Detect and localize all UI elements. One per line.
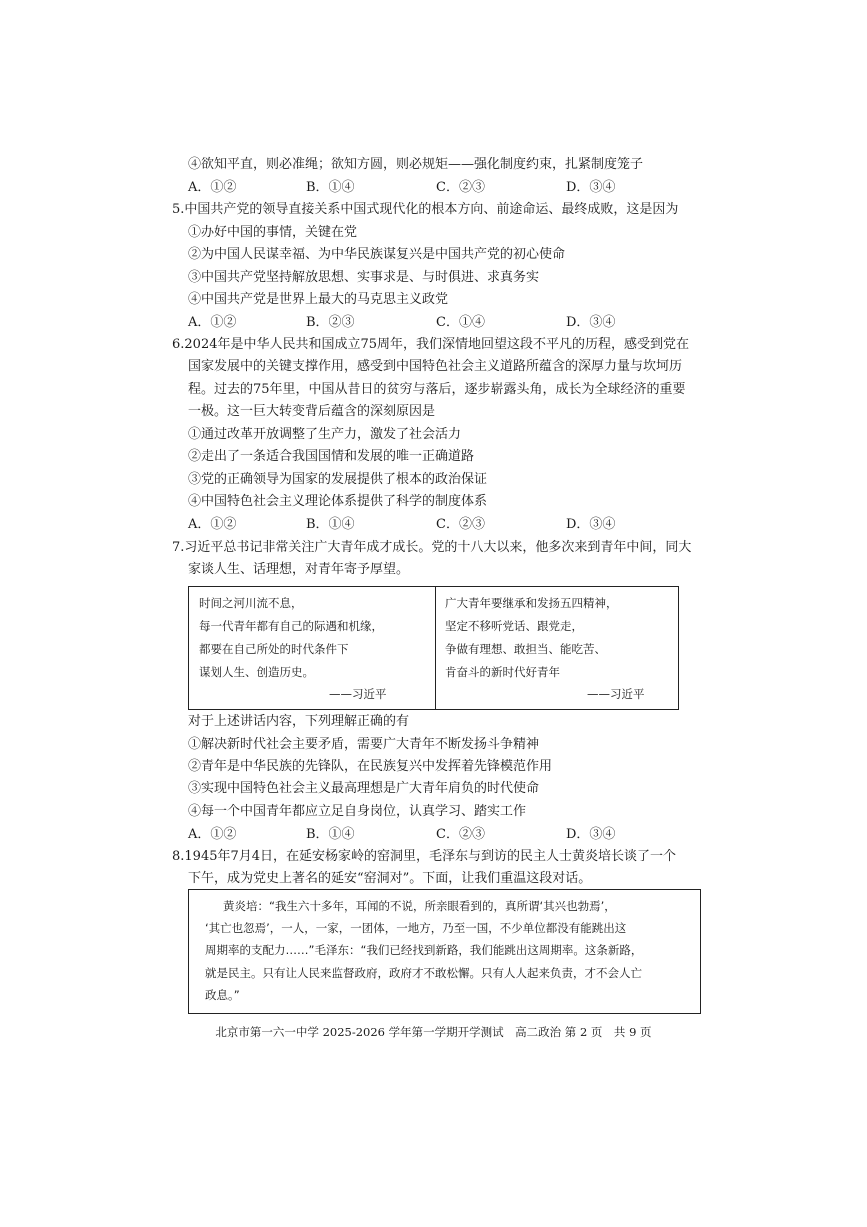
q6-stem-line-3: 程。过去的75年里，中国从昔日的贫穷与落后，逐步崭露头角，成长为全球经济的重要	[188, 382, 686, 397]
q7-option-d: D．③④	[566, 827, 616, 842]
q7-item-4: ④每一个中国青年都应立足自身岗位，认真学习、踏实工作	[188, 804, 527, 819]
q7-quote-box	[188, 586, 679, 710]
q5-stem: 5.中国共产党的领导直接关系中国式现代化的根本方向、前途命运、最终成败，这是因为	[172, 202, 679, 217]
q7-right-quote-line-3: 争做有理想、敢担当、能吃苦、	[445, 642, 606, 656]
q8-dialogue-line-5: 政息。”	[205, 988, 240, 1002]
q7-left-quote-line-1: 时间之河川流不息，	[199, 596, 303, 610]
q4-option-d: D．③④	[566, 180, 616, 195]
q7-option-c: C．②③	[436, 827, 485, 842]
q7-item-2: ②青年是中华民族的先锋队，在民族复兴中发挥着先锋模范作用	[188, 759, 553, 774]
q7-stem-line-1: 7.习近平总书记非常关注广大青年成才成长。党的十八大以来，他多次来到青年中间，同大	[172, 540, 692, 555]
q6-option-c: C．②③	[436, 517, 485, 532]
q7-right-quote-line-4: 肯奋斗的新时代好青年	[445, 665, 560, 679]
q6-option-d: D．③④	[566, 517, 616, 532]
q4-option-c: C．②③	[436, 180, 485, 195]
q6-option-a: A．①②	[188, 517, 237, 532]
q7-item-1: ①解决新时代社会主要矛盾，需要广大青年不断发扬斗争精神	[188, 737, 540, 752]
q5-option-b: B．②③	[306, 315, 355, 330]
q5-option-a: A．①②	[188, 315, 237, 330]
q5-item-2: ②为中国人民谋幸福、为中华民族谋复兴是中国共产党的初心使命	[188, 247, 566, 262]
q6-item-4: ④中国特色社会主义理论体系提供了科学的制度体系	[188, 494, 488, 509]
q7-left-author: ——习近平	[329, 687, 387, 701]
q5-item-1: ①办好中国的事情，关键在党	[188, 225, 358, 240]
q7-option-a: A．①②	[188, 827, 237, 842]
page-footer: 北京市第一六一中学 2025-2026 学年第一学期开学测试 高二政治 第 2 页 共 9 页	[215, 1025, 652, 1039]
q8-stem-line-2: 下午，成为党史上著名的延安“窑洞对”。下面，让我们重温这段对话。	[188, 871, 592, 886]
q6-stem-line-2: 国家发展中的关键支撑作用，感受到中国特色社会主义道路所蕴含的深厚力量与坎坷历	[188, 359, 683, 374]
q6-item-2: ②走出了一条适合我国国情和发展的唯一正确道路	[188, 449, 475, 464]
q7-option-b: B．①④	[306, 827, 355, 842]
q4-item-4: ④欲知平直，则必准绳；欲知方圆，则必规矩——强化制度约束，扎紧制度笼子	[188, 157, 644, 172]
q8-dialogue-line-4: 就是民主。只有让人民来监督政府，政府才不敢松懈。只有人人起来负责，才不会人亡	[205, 966, 642, 980]
q7-right-quote-line-1: 广大青年要继承和发扬五四精神，	[445, 596, 618, 610]
q6-stem-line-4: 一极。这一巨大转变背后蕴含的深刻原因是	[188, 404, 436, 419]
q8-dialogue-line-3: 周期率的支配力……”毛泽东：“我们已经找到新路，我们能跳出这周期率。这条新路，	[205, 943, 643, 957]
q7-item-3: ③实现中国特色社会主义最高理想是广大青年肩负的时代使命	[188, 781, 540, 796]
q7-left-quote-line-2: 每一代青年都有自己的际遇和机缘，	[199, 619, 383, 633]
q5-item-3: ③中国共产党坚持解放思想、实事求是、与时俱进、求真务实	[188, 270, 540, 285]
q7-right-quote-line-2: 坚定不移听党话、跟党走，	[445, 619, 583, 633]
q6-stem-line-1: 6.2024年是中华人民共和国成立75周年，我们深情地回望这段不平凡的历程，感受到党在	[172, 337, 690, 352]
q7-quote-divider	[435, 587, 436, 709]
q6-item-1: ①通过改革开放调整了生产力，激发了社会活力	[188, 427, 462, 442]
q8-stem-line-1: 8.1945年7月4日，在延安杨家岭的窑洞里，毛泽东与到访的民主人士黄炎培长谈了一个	[172, 849, 677, 864]
q7-left-quote-line-3: 都要在自己所处的时代条件下	[199, 642, 349, 656]
q8-dialogue-box	[188, 889, 701, 1014]
q5-option-d: D．③④	[566, 315, 616, 330]
q5-option-c: C．①④	[436, 315, 485, 330]
q6-item-3: ③党的正确领导为国家的发展提供了根本的政治保证	[188, 472, 488, 487]
q7-right-author: ——习近平	[587, 687, 645, 701]
q5-item-4: ④中国共产党是世界上最大的马克思主义政党	[188, 292, 449, 307]
q4-option-b: B．①④	[306, 180, 355, 195]
q7-stem-line-2: 家谈人生、话理想，对青年寄予厚望。	[188, 562, 410, 577]
q7-question: 对于上述讲话内容，下列理解正确的有	[188, 714, 410, 729]
q8-dialogue-line-1: 黄炎培：“我生六十多年，耳闻的不说，所亲眼看到的，真所谓‘其兴也勃焉’，	[223, 899, 616, 913]
q7-left-quote-line-4: 谋划人生、创造历史。	[199, 665, 314, 679]
q6-option-b: B．①④	[306, 517, 355, 532]
q4-option-a: A．①②	[188, 180, 237, 195]
q8-dialogue-line-2: ‘其亡也忽焉’，一人，一家，一团体，一地方，乃至一国，不少单位都没有能跳出这	[205, 921, 627, 935]
